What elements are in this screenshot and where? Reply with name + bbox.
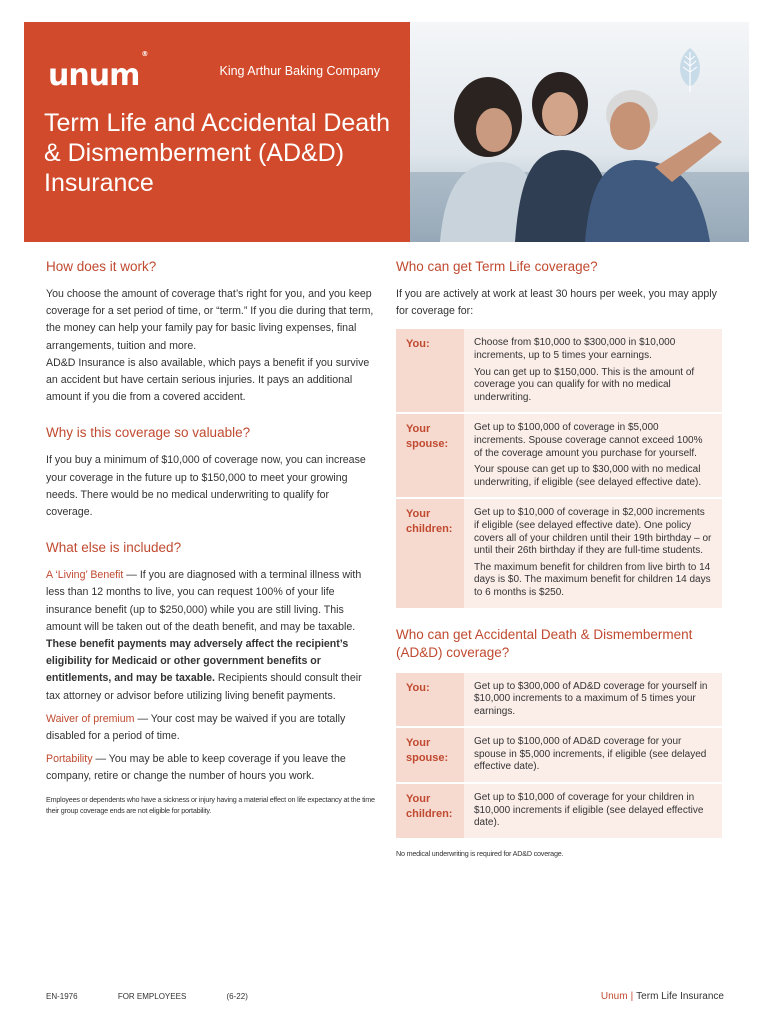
detail-line: Your spouse can get up to $30,000 with no medical underwriting, if eligible (see delayed effective date). xyxy=(474,464,702,488)
why-section xyxy=(46,424,376,521)
term-intro: If you are actively at work at least 30 hours per week, you may apply for coverage for: xyxy=(396,288,717,318)
company-name: King Arthur Baking Company xyxy=(219,64,380,78)
add-heading: Who can get Accidental Death & Dismemberment (AD&D) coverage? xyxy=(396,626,693,660)
page-title: Term Life and Accidental Death & Dismemberment (AD&D) Insurance xyxy=(44,109,391,197)
living-benefit-warning: These benefit payments may adversely affect the recipient’s eligibility for Medicaid or other government benefits or entitlements, and may be taxable. xyxy=(46,638,349,685)
table-row xyxy=(396,497,722,607)
footer-separator: | xyxy=(630,991,634,1002)
how-section xyxy=(46,258,376,406)
included-section xyxy=(46,539,376,815)
footer-brand: Unum xyxy=(600,991,628,1002)
living-benefit-tail: Recipients should consult their tax attorney or advisor before utilizing living benefit payments. xyxy=(46,672,362,702)
detail-line: The maximum benefit for children from live birth to 14 days is $0. The maximum benefit for children 14 days to 6 months is $250. xyxy=(474,561,711,598)
how-heading: How does it work? xyxy=(46,259,157,274)
footer-product-name: Term Life Insurance xyxy=(636,991,724,1002)
table-row xyxy=(396,782,722,838)
living-benefit-paragraph xyxy=(46,567,376,705)
row-label: You: xyxy=(396,329,464,412)
why-heading: Why is this coverage so valuable? xyxy=(46,425,251,441)
included-heading: What else is included? xyxy=(46,540,182,556)
portability-footnote: Employees or dependents who have a sickness or injury having a material effect on life expectancy at the time their group coverage ends are not eligible for portability. xyxy=(46,794,375,815)
how-paragraph-2: AD&D Insurance is also available, which pays a benefit if you survive an accident but have certain serious injuries. It pays an additional amount if you die from a covered accident. xyxy=(46,356,370,404)
row-detail xyxy=(464,329,722,412)
hero-title-panel xyxy=(24,22,410,242)
waiver-paragraph xyxy=(46,711,376,745)
portability-paragraph xyxy=(46,751,376,785)
row-detail xyxy=(464,784,722,838)
footer-product xyxy=(601,991,724,1002)
term-heading: Who can get Term Life coverage? xyxy=(396,259,598,274)
row-detail xyxy=(464,673,722,727)
living-benefit-label: A ‘Living’ Benefit xyxy=(46,569,124,582)
unum-logo: unum® xyxy=(48,50,149,93)
detail-line: Choose from $10,000 to $300,000 in $10,000 increments, up to 5 times your earnings. xyxy=(474,337,676,361)
revision-date: (6-22) xyxy=(226,992,248,1001)
detail-line: Get up to $10,000 of coverage for your children in $10,000 increments if eligible (see delayed effective date). xyxy=(474,792,704,829)
row-label: You: xyxy=(396,673,464,727)
row-detail xyxy=(464,728,722,782)
audience-label: FOR EMPLOYEES xyxy=(117,992,187,1001)
hero-banner xyxy=(24,22,749,242)
detail-line: Get up to $300,000 of AD&D coverage for yourself in $10,000 increments to a maximum of 5 times your earnings. xyxy=(474,680,708,717)
add-footnote: No medical underwriting is required for AD&D coverage. xyxy=(396,848,564,858)
row-detail xyxy=(464,499,722,607)
detail-line: Get up to $100,000 of coverage in $5,000 increments. Spouse coverage cannot exceed 100% of the coverage amount you purchase for yourself. xyxy=(474,422,703,459)
add-coverage-table xyxy=(396,672,722,838)
row-label: Your spouse: xyxy=(396,728,464,782)
table-row xyxy=(396,412,722,497)
table-row xyxy=(396,672,722,727)
row-label: Your children: xyxy=(396,499,464,607)
left-column xyxy=(46,258,376,830)
waiver-text: — Your cost may be waived if you are totally disabled for a period of time. xyxy=(46,712,346,743)
portability-text: — You may be able to keep coverage if you leave the company, retire or change the number of hours you work. xyxy=(46,753,346,783)
footer-codes xyxy=(46,992,286,1001)
table-row xyxy=(396,328,722,412)
leaf-icon xyxy=(676,46,704,94)
row-label: Your spouse: xyxy=(396,414,464,497)
row-detail xyxy=(464,414,722,497)
detail-line: You can get up to $150,000. This is the amount of coverage you can qualify for with no medical underwriting. xyxy=(474,366,695,403)
how-paragraph-1: You choose the amount of coverage that’s right for you, and you keep coverage for a set period of time, or “term.” If you die during that term, the money can help your family pay for basic living expenses, final arrangements, tuition and more. xyxy=(46,288,374,352)
right-column xyxy=(396,258,722,859)
why-paragraph: If you buy a minimum of $10,000 of coverage now, you can increase your coverage in the future up to $150,000 to meet your growing needs. There would be no medical underwriting to qualify for coverage. xyxy=(46,454,366,519)
detail-line: Get up to $100,000 of AD&D coverage for your spouse in $5,000 increments, if eligible (see delayed effective date). xyxy=(474,736,707,773)
detail-line: Get up to $10,000 of coverage in $2,000 increments if eligible (see delayed effective date). One policy covers all of your children until their 19th birthday – or until their 26th birthday if they are full-time students. xyxy=(474,507,712,557)
portability-label: Portability xyxy=(46,753,93,766)
form-code: EN-1976 xyxy=(46,992,78,1001)
term-coverage-table xyxy=(396,328,722,607)
table-row xyxy=(396,726,722,782)
row-label: Your children: xyxy=(396,784,464,838)
waiver-label: Waiver of premium xyxy=(46,712,135,725)
living-benefit-text: — If you are diagnosed with a terminal illness with less than 12 months to live, you can request 100% of your life insurance benefit (up to $250,000) while you are still living. This amount will be taken out of the death benefit, and may be taxable. xyxy=(46,569,362,633)
